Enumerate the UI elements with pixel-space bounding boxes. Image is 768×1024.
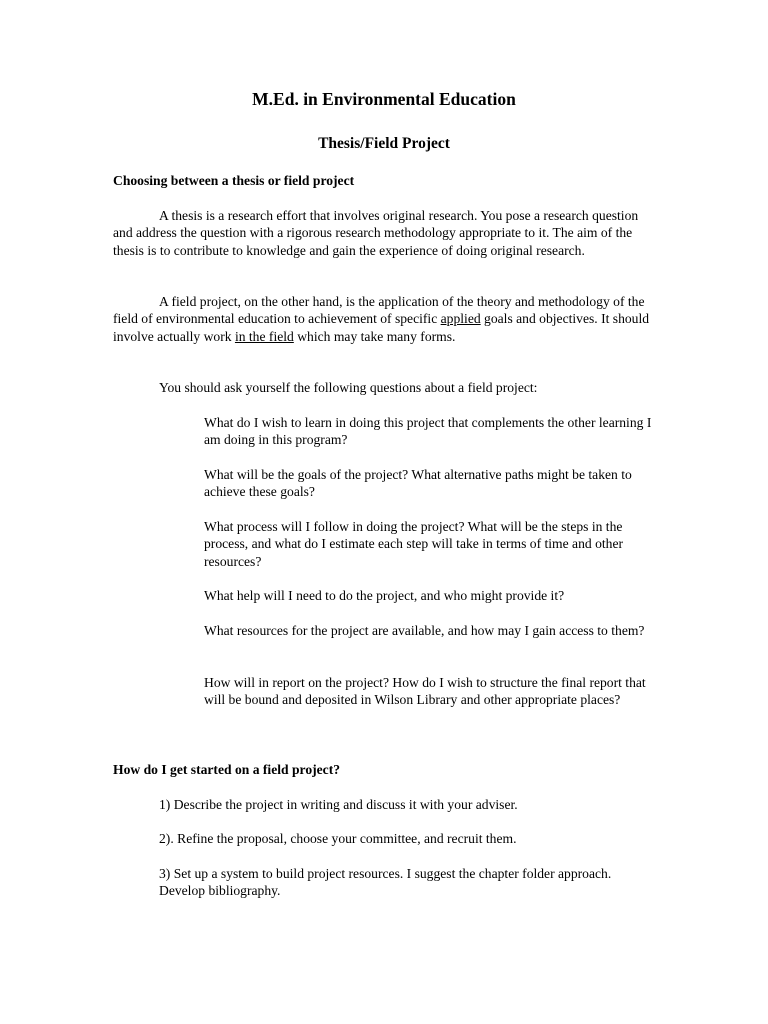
- question-item: What resources for the project are available, and how may I gain access to them?: [204, 623, 645, 638]
- question-item: What do I wish to learn in doing this project that complements the other learning I am doing in this program?: [204, 415, 652, 448]
- paragraph-field-project-definition: [113, 293, 658, 345]
- step-item: 2). Refine the proposal, choose your committee, and recruit them.: [159, 831, 517, 846]
- paragraph-text: A field project, on the other hand, is the application of the theory and methodology of the field of environmental education to achievement of specific: [113, 294, 645, 327]
- paragraph-thesis-definition: A thesis is a research effort that involves original research. You pose a research question and address the question with a rigorous research methodology appropriate to it. The aim of the thesis is to contribute to knowledge and gain the experience of doing original research.: [113, 208, 639, 258]
- question-item: What process will I follow in doing the project? What will be the steps in the process, and what do I estimate each step will take in terms of time and other resources?: [204, 519, 624, 569]
- section-heading-choosing: Choosing between a thesis or field project: [113, 173, 355, 188]
- step-item: 1) Describe the project in writing and discuss it with your adviser.: [159, 797, 518, 812]
- step-item: 3) Set up a system to build project resources. I suggest the chapter folder approach. Develop bibliography.: [159, 866, 612, 899]
- question-item: What help will I need to do the project, and who might provide it?: [204, 588, 565, 603]
- paragraph-questions-intro: You should ask yourself the following questions about a field project:: [159, 380, 538, 395]
- question-item: What will be the goals of the project? What alternative paths might be taken to achieve these goals?: [204, 467, 632, 500]
- document-subtitle: Thesis/Field Project: [318, 135, 450, 152]
- section-heading-getting-started: How do I get started on a field project?: [113, 762, 341, 777]
- paragraph-text: which may take many forms.: [293, 328, 456, 344]
- document-title: M.Ed. in Environmental Education: [252, 89, 516, 109]
- paragraph-text: goals and objectives. It should involve actually work: [113, 311, 650, 344]
- underlined-in-the-field: in the field: [234, 328, 294, 344]
- underlined-applied: applied: [440, 311, 481, 327]
- question-item: How will in report on the project? How do I wish to structure the final report that will be bound and deposited in Wilson Library and other appropriate places?: [204, 675, 646, 708]
